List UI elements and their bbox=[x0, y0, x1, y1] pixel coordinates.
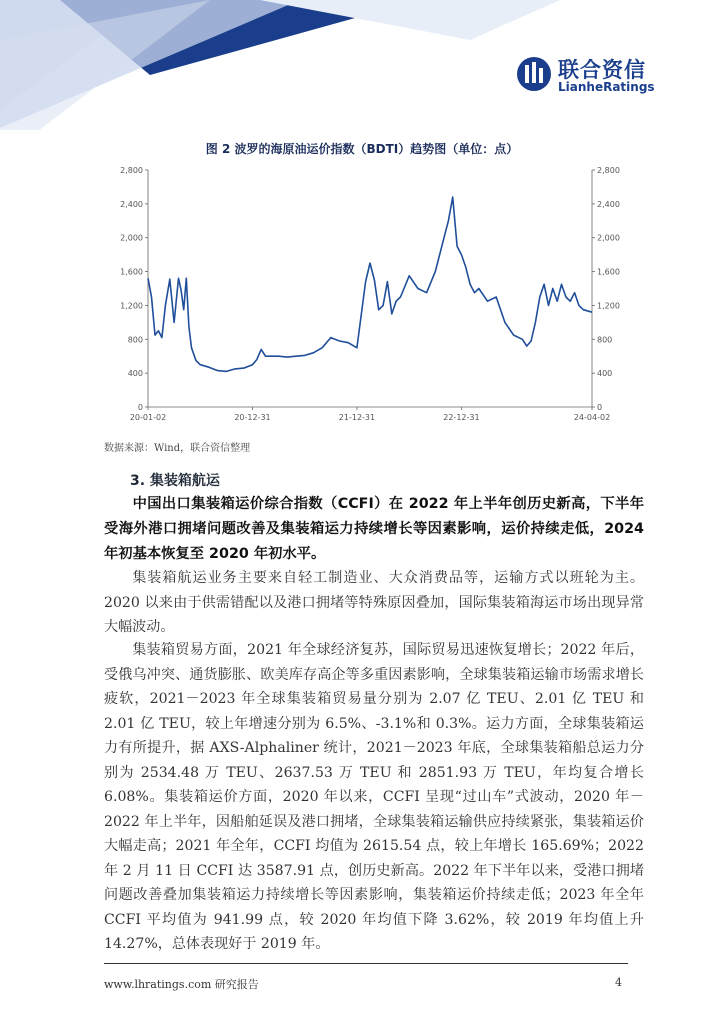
y-tick-label-left: 2,800 bbox=[120, 166, 143, 175]
y-tick-label-right: 2,800 bbox=[597, 166, 620, 175]
y-tick-label-left: 1,600 bbox=[120, 267, 143, 277]
y-tick-label-right: 1,200 bbox=[597, 301, 620, 311]
y-tick-label-left: 0 bbox=[137, 403, 143, 412]
lianhe-logo-icon bbox=[516, 56, 552, 92]
y-tick-label-right: 400 bbox=[597, 369, 613, 379]
figure-caption: 图 2 波罗的海原油运价指数（BDTI）趋势图（单位：点） bbox=[205, 142, 519, 156]
page-number: 4 bbox=[615, 976, 622, 989]
section-heading: 3. 集装箱航运 bbox=[130, 473, 220, 489]
y-tick-label-right: 800 bbox=[597, 335, 613, 345]
logo-chinese-name: 联合资信 bbox=[558, 58, 646, 82]
y-tick-label-right: 2,000 bbox=[597, 233, 620, 243]
logo-english-name: LianheRatings bbox=[558, 80, 655, 94]
y-tick-label-left: 400 bbox=[127, 369, 143, 379]
figure-source: 数据来源：Wind，联合资信整理 bbox=[104, 443, 251, 454]
x-tick-label: 22-12-31 bbox=[443, 413, 480, 422]
y-tick-label-left: 800 bbox=[127, 335, 143, 345]
bdti-line-chart bbox=[110, 162, 640, 430]
y-tick-label-left: 2,400 bbox=[120, 199, 143, 209]
x-tick-label: 20-12-31 bbox=[234, 413, 271, 422]
footer-divider bbox=[104, 963, 628, 964]
series-line-bdti bbox=[148, 197, 592, 371]
x-tick-label: 24-04-02 bbox=[573, 413, 611, 422]
section-summary: 中国出口集装箱运价综合指数（CCFI）在 2022 年上半年创历史新高，下半年受海外港口拥堵问题改善及集装箱运力持续增长等因素影响，运价持续走低，2024 年初基本恢复至 2020 年初水平。 bbox=[104, 496, 644, 562]
y-tick-label-left: 1,200 bbox=[120, 301, 143, 311]
body-paragraph-1: 集装箱航运业务主要来自轻工制造业、大众消费品等，运输方式以班轮为主。2020 以来由于供需错配以及港口拥堵等特殊原因叠加，国际集装箱海运市场出现异常大幅波动。 bbox=[104, 570, 644, 635]
body-paragraph-2: 集装箱贸易方面，2021 年全球经济复苏，国际贸易迅速恢复增长；2022 年后，受俄乌冲突、通货膨胀、欧美库存高企等多重因素影响，全球集装箱运输市场需求增长疲软，2021－2023 年全球集装箱贸易量分别为 2.07 亿 TEU、2.01 亿 TEU 和 2.01 亿 TEU，较上年增速分别为 6.5%、-3.1%和 0.3%。运力方面，全球集装箱运力有所提升，据 AXS-Alphaliner 统计，2021－2023 年底，全球集装箱船总运力分别为 2534.48 万 TEU、2637.53 万 TEU 和 2851.93 万 TEU，年均复合增长 6.08%。集装箱运价方面，2020 年以来，CCFI 呈现“过山车”式波动，2020 年－2022 年上半年，因船舶延误及港口拥堵，全球集装箱运输供应持续紧张，集装箱运价大幅走高；2021 年全年，CCFI 均值为 2615.54 点，较上年增长 165.69%；2022 年 2 月 11 日 CCFI 达 3587.91 点，创历史新高。2022 年下半年以来，受港口拥堵问题改善叠加集装箱运力持续增长等因素影响，集装箱运价持续走低；2023 年全年 CCFI 平均值为 941.99 点，较 2020 年均值下降 3.62%，较 2019 年均值上升 14.27%，总体表现好于 2019 年。 bbox=[104, 642, 644, 952]
footer-url: www.lhratings.com 研究报告 bbox=[104, 978, 259, 991]
y-tick-label-right: 0 bbox=[597, 403, 603, 412]
y-tick-label-right: 1,600 bbox=[597, 267, 620, 277]
x-tick-label: 21-12-31 bbox=[338, 413, 376, 422]
x-tick-label: 20-01-02 bbox=[129, 413, 167, 422]
y-tick-label-left: 2,000 bbox=[120, 233, 143, 243]
y-tick-label-right: 2,400 bbox=[597, 199, 620, 209]
